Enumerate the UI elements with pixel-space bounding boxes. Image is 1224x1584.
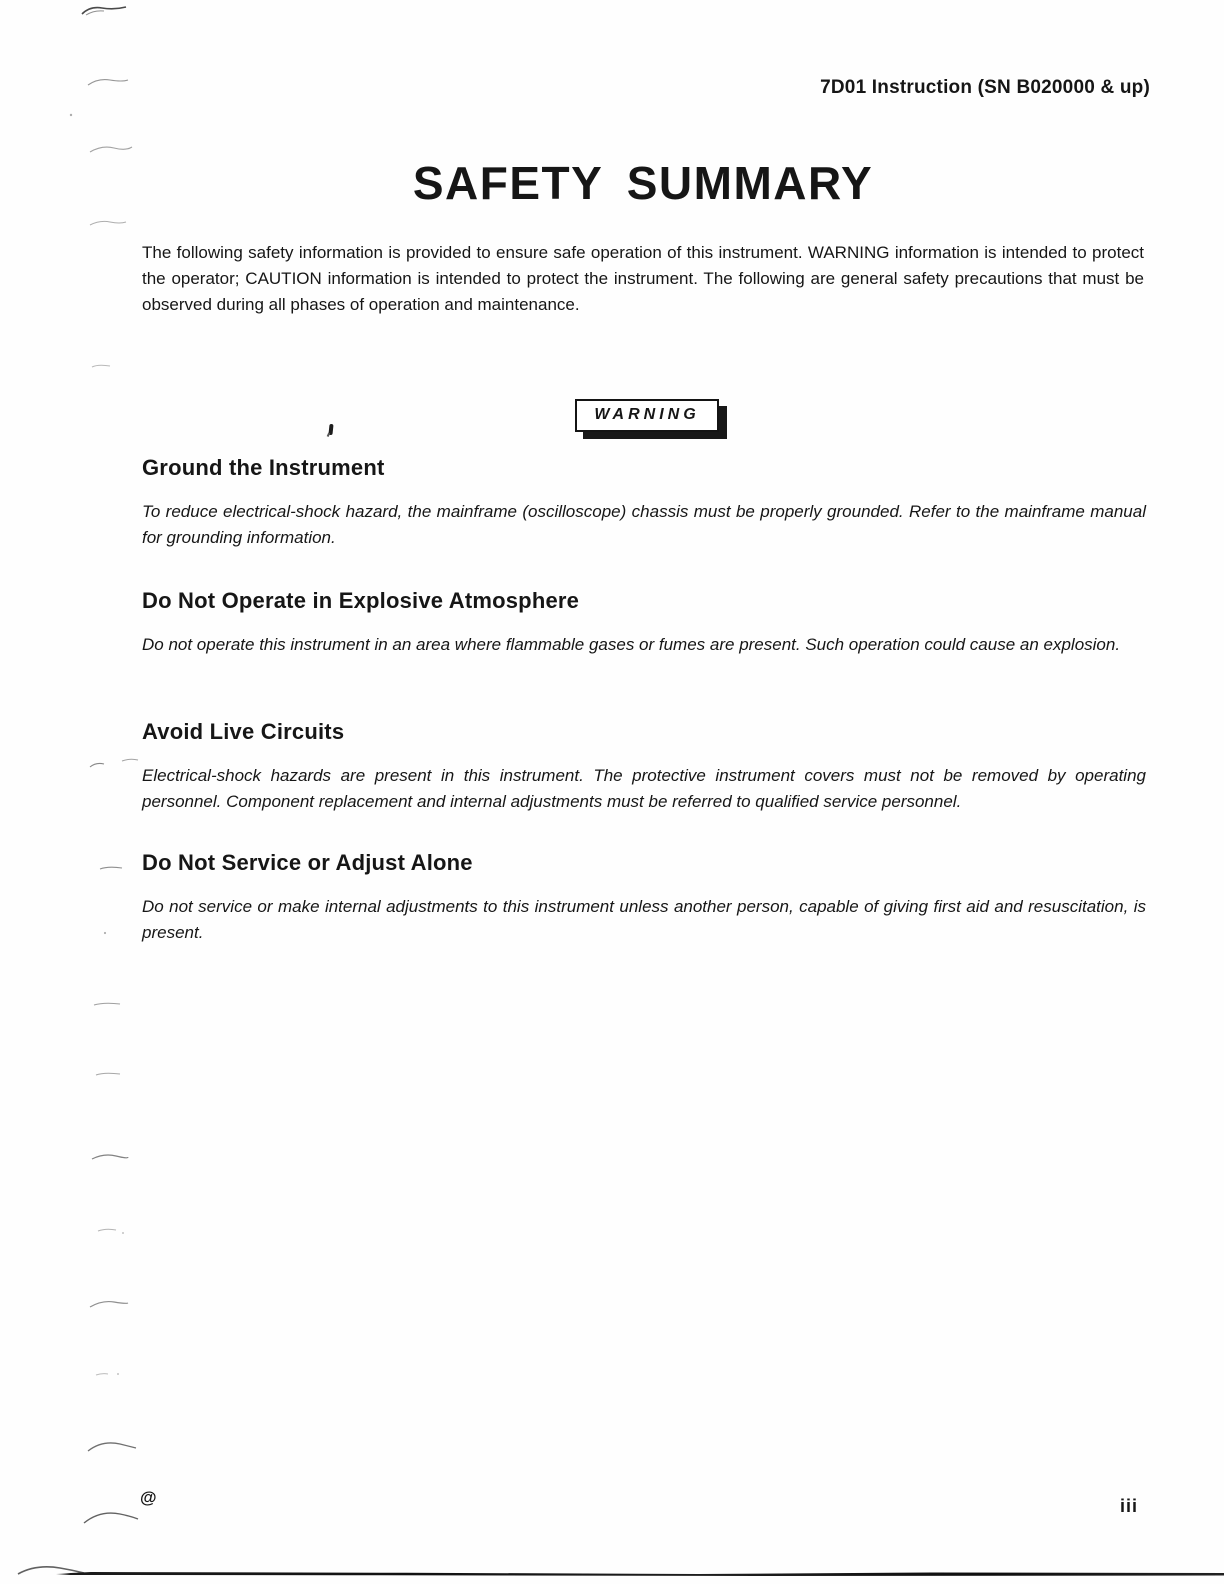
section-body: Electrical-shock hazards are present in this instrument. The protective instrument covers must not be removed by operating personnel. Component replacement and internal adjustments must be referred to qualified service personnel. [142,766,1146,811]
scan-artifact [80,2,130,18]
scan-artifact [82,1508,140,1526]
page-title: SAFETY SUMMARY [412,157,874,209]
scan-artifact [96,1226,126,1236]
scan-artifact [86,1438,138,1454]
section-heading: Do Not Operate in Explosive Atmosphere [142,588,580,613]
scan-artifact [92,1000,122,1008]
scan-artifact [94,1370,124,1378]
scan-edge-line [56,1571,1224,1576]
scan-artifact [68,112,76,118]
section-explosive-atmosphere [142,588,1146,658]
scan-artifact [88,756,140,770]
scan-artifact [88,218,128,228]
running-header: 7D01 Instruction (SN B020000 & up) [820,77,1150,98]
scan-artifact [88,1298,130,1310]
section-body: Do not operate this instrument in an area where flammable gases or fumes are present. Such operation could cause an explosion. [142,635,1121,654]
section-avoid-live-circuits [142,719,1146,815]
scan-artifact [102,930,110,936]
section-do-not-service-alone [142,850,1146,946]
section-heading: Avoid Live Circuits [142,719,345,744]
intro-paragraph: The following safety information is provided to ensure safe operation of this instrument. WARNING information is intended to protect the operator; CAUTION information is intended to protect the instrument. The following are general safety precautions that must be observed during all phases of operation and maintenance. [142,243,1144,314]
scan-artifact [94,1070,122,1078]
page-number: iii [1119,1496,1138,1516]
scan-artifact [86,76,130,88]
section-heading: Ground the Instrument [142,455,385,480]
section-ground-the-instrument [142,455,1146,551]
scan-artifact [90,362,112,370]
warning-badge: WARNING [575,399,718,432]
registered-mark: @ [140,1488,157,1507]
scan-artifact [88,143,134,155]
scan-artifact [98,864,124,872]
section-body: To reduce electrical-shock hazard, the mainframe (oscilloscope) chassis must be properly grounded. Refer to the mainframe manual for grounding information. [142,502,1146,547]
section-body: Do not service or make internal adjustments to this instrument unless another person, capable of giving first aid and resuscitation, is present. [142,897,1146,942]
section-heading: Do Not Service or Adjust Alone [142,850,473,875]
warning-badge-row [142,399,1144,432]
scan-artifact [90,1152,130,1162]
